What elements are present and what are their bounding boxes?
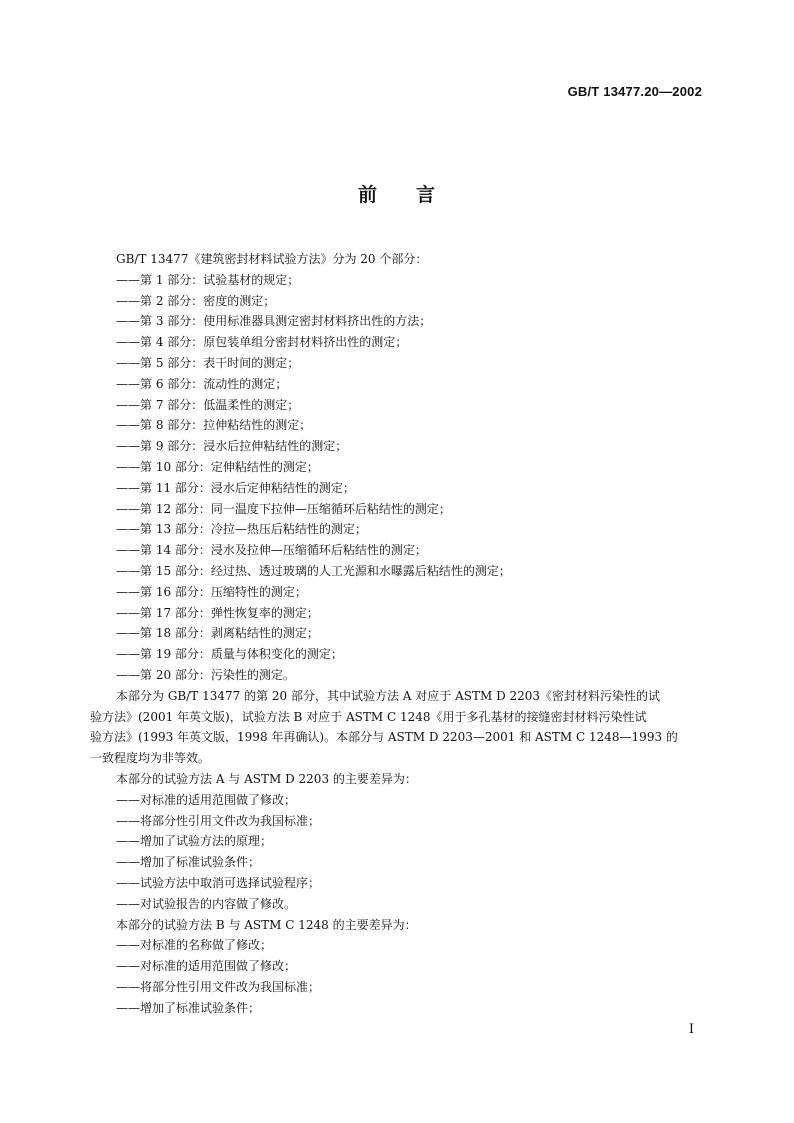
list-item: ——增加了试验方法的原理； bbox=[116, 834, 273, 849]
list-item: ——第 14 部分：浸水及拉伸—压缩循环后粘结性的测定； bbox=[116, 543, 427, 558]
list-item: ——第 16 部分：压缩特性的测定； bbox=[116, 584, 307, 599]
document-body bbox=[90, 249, 706, 1018]
title-char-1: 前 bbox=[357, 184, 378, 206]
list-item: ——第 17 部分：弹性恢复率的测定； bbox=[116, 605, 319, 620]
method-b-section bbox=[116, 915, 706, 1019]
list-item: ——第 18 部分：剥离粘结性的测定； bbox=[116, 626, 319, 641]
list-item: ——试验方法中取消可选择试验程序； bbox=[116, 875, 321, 890]
list-item: ——第 13 部分：冷拉—热压后粘结性的测定； bbox=[116, 522, 367, 537]
list-item: ——将部分性引用文件改为我国标准； bbox=[116, 813, 321, 828]
list-item: ——将部分性引用文件改为我国标准； bbox=[116, 979, 321, 994]
method-b-heading: 本部分的试验方法 B 与 ASTM C 1248 的主要差异为： bbox=[116, 917, 417, 932]
list-item: ——第 19 部分：质量与体积变化的测定； bbox=[116, 647, 343, 662]
list-item: ——第 7 部分：低温柔性的测定； bbox=[116, 397, 300, 412]
page-number: I bbox=[688, 1022, 694, 1037]
list-item: ——增加了标准试验条件； bbox=[116, 1000, 261, 1015]
title-char-2: 言 bbox=[416, 184, 437, 206]
standard-number: GB/T 13477.20—2002 bbox=[567, 84, 702, 99]
list-item: ——第 10 部分：定伸粘结性的测定； bbox=[116, 459, 319, 474]
paragraph-line: 一致程度均为非等效。 bbox=[90, 751, 211, 766]
page-title bbox=[0, 180, 794, 207]
list-item: ——第 4 部分：原包装单组分密封材料挤出性的测定； bbox=[116, 335, 408, 350]
paragraph-line: 本部分为 GB/T 13477 的第 20 部分，其中试验方法 A 对应于 ASTM D 2203《密封材料污染性的试 bbox=[116, 688, 661, 703]
list-item: ——第 6 部分：流动性的测定； bbox=[116, 376, 288, 391]
method-a-section bbox=[116, 769, 706, 915]
list-item: ——第 5 部分：表干时间的测定； bbox=[116, 355, 300, 370]
correspondence-paragraph bbox=[90, 686, 706, 769]
method-a-heading: 本部分的试验方法 A 与 ASTM D 2203 的主要差异为： bbox=[116, 771, 417, 786]
list-item: ——第 15 部分：经过热、透过玻璃的人工光源和水曝露后粘结性的测定； bbox=[116, 563, 511, 578]
intro-line: GB/T 13477《建筑密封材料试验方法》分为 20 个部分： bbox=[116, 252, 428, 266]
list-item: ——第 11 部分：浸水后定伸粘结性的测定； bbox=[116, 480, 355, 495]
list-item: ——对试验报告的内容做了修改。 bbox=[116, 896, 297, 911]
list-item: ——对标准的适用范围做了修改； bbox=[116, 792, 297, 807]
paragraph-line: 验方法》(1993 年英文版，1998 年再确认)。本部分与 ASTM D 2203—2001 和 ASTM C 1248—1993 的 bbox=[90, 730, 678, 745]
list-item: ——对标准的名称做了修改； bbox=[116, 938, 273, 953]
list-item: ——第 9 部分：浸水后拉伸粘结性的测定； bbox=[116, 439, 348, 454]
list-item: ——第 8 部分：拉伸粘结性的测定； bbox=[116, 418, 312, 433]
parts-list bbox=[116, 270, 706, 686]
list-item: ——第 1 部分：试验基材的规定； bbox=[116, 272, 300, 287]
paragraph-line: 验方法》(2001 年英文版)，试验方法 B 对应于 ASTM C 1248《用于多孔基材的接缝密封材料污染性试 bbox=[90, 709, 647, 724]
list-item: ——第 12 部分：同一温度下拉伸—压缩循环后粘结性的测定； bbox=[116, 501, 451, 516]
list-item: ——增加了标准试验条件； bbox=[116, 855, 261, 870]
list-item: ——第 20 部分：污染性的测定。 bbox=[116, 667, 295, 682]
list-item: ——对标准的适用范围做了修改； bbox=[116, 959, 297, 974]
list-item: ——第 3 部分：使用标准器具测定密封材料挤出性的方法； bbox=[116, 314, 432, 329]
list-item: ——第 2 部分：密度的测定； bbox=[116, 293, 276, 308]
